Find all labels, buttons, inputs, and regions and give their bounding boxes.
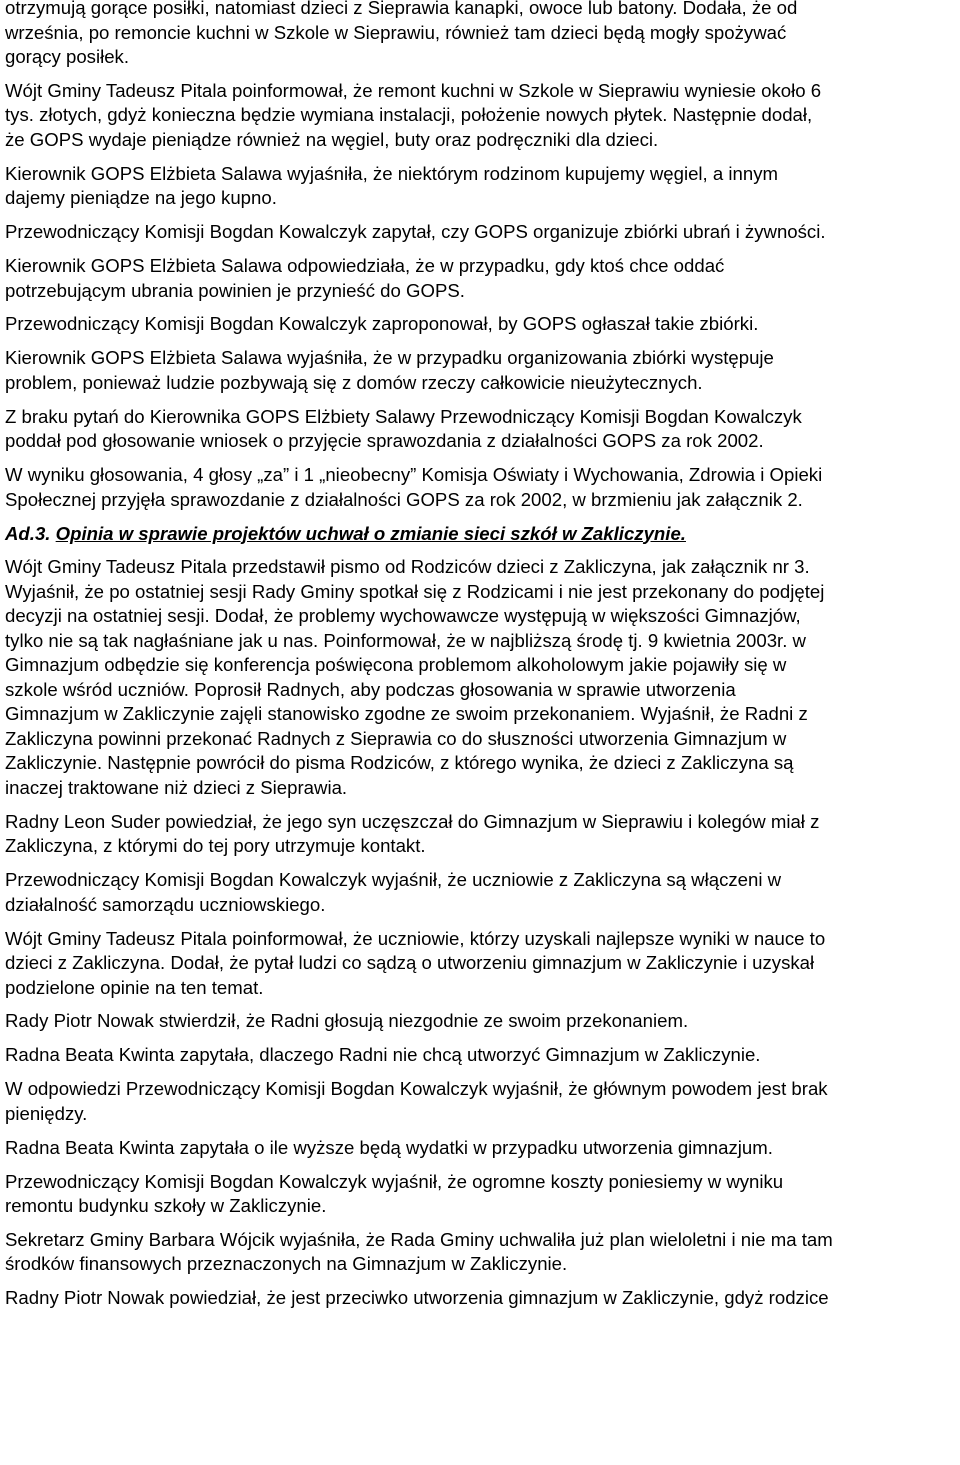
text-line: środków finansowych przeznaczonych na Gimnazjum w Zakliczynie. <box>5 1253 568 1275</box>
text-line: podzielone opinie na ten temat. <box>5 976 264 998</box>
text-line: problem, ponieważ ludzie pozbywają się z domów rzeczy całkowicie nieużytecznych. <box>5 371 703 393</box>
paragraph <box>5 810 960 859</box>
paragraph <box>5 79 960 153</box>
text-line: Sekretarz Gminy Barbara Wójcik wyjaśniła, że Rada Gminy uchwaliła już plan wieloletni i nie ma tam <box>5 1228 833 1250</box>
paragraph <box>5 220 960 245</box>
section-title: Opinia w sprawie projektów uchwał o zmianie sieci szkół w Zakliczynie. <box>55 522 686 544</box>
paragraphs-after-heading <box>5 555 960 1310</box>
text-line: tys. złotych, gdyż konieczna będzie wymiana instalacji, położenie nowych płytek. Następnie dodał, <box>5 104 813 126</box>
text-line: Przewodniczący Komisji Bogdan Kowalczyk zaproponował, by GOPS ogłaszał takie zbiórki. <box>5 313 759 335</box>
paragraph <box>5 254 960 303</box>
section-number: Ad.3. <box>5 522 51 544</box>
text-line: Społecznej przyjęła sprawozdanie z działalności GOPS za rok 2002, w brzmieniu jak załącznik 2. <box>5 488 803 510</box>
paragraph <box>5 555 960 800</box>
text-line: szkole wśród uczniów. Poprosił Radnych, aby podczas głosowania w sprawie utworzenia <box>5 678 736 700</box>
paragraph <box>5 405 960 454</box>
paragraph <box>5 927 960 1001</box>
paragraphs-before-heading <box>5 0 960 512</box>
paragraph <box>5 1228 960 1277</box>
paragraph <box>5 162 960 211</box>
text-line: W odpowiedzi Przewodniczący Komisji Bogdan Kowalczyk wyjaśnił, że głównym powodem jest brak <box>5 1078 828 1100</box>
paragraph <box>5 1077 960 1126</box>
text-line: Przewodniczący Komisji Bogdan Kowalczyk wyjaśnił, że ogromne koszty poniesiemy w wyniku <box>5 1170 784 1192</box>
text-line: Kierownik GOPS Elżbieta Salawa wyjaśniła, że w przypadku organizowania zbiórki występuje <box>5 347 774 369</box>
text-line: dzieci z Zakliczyna. Dodał, że pytał ludzi co sądzą o utworzeniu gimnazjum w Zakliczynie i uzyskał <box>5 952 815 974</box>
text-line: Radny Piotr Nowak powiedział, że jest przeciwko utworzenia gimnazjum w Zakliczynie, gdyż rodzice <box>5 1287 829 1309</box>
text-line: gorący posiłek. <box>5 46 130 67</box>
text-line: Radna Beata Kwinta zapytała, dlaczego Radni nie chcą utworzyć Gimnazjum w Zakliczynie. <box>5 1044 761 1066</box>
paragraph <box>5 1136 960 1161</box>
text-line: remontu budynku szkoły w Zakliczynie. <box>5 1195 327 1217</box>
text-line: Rady Piotr Nowak stwierdził, że Radni głosują niezgodnie ze swoim przekonaniem. <box>5 1010 689 1032</box>
paragraph <box>5 868 960 917</box>
text-line: pieniędzy. <box>5 1102 88 1124</box>
text-line: działalność samorządu uczniowskiego. <box>5 893 326 915</box>
text-line: potrzebującym ubrania powinien je przynieść do GOPS. <box>5 279 465 301</box>
text-line: Gimnazjum w Zakliczynie zajęli stanowisko zgodne ze swoim przekonaniem. Wyjaśnił, że Radni z <box>5 703 808 725</box>
text-line: Przewodniczący Komisji Bogdan Kowalczyk wyjaśnił, że uczniowie z Zakliczyna są włączeni w <box>5 869 782 891</box>
text-line: Kierownik GOPS Elżbieta Salawa odpowiedziała, że w przypadku, gdy ktoś chce oddać <box>5 255 725 277</box>
text-line: Zakliczyna powinni przekonać Radnych z Sieprawia co do słuszności utworzenia Gimnazjum w <box>5 727 787 749</box>
text-line: Kierownik GOPS Elżbieta Salawa wyjaśniła, że niektórym rodzinom kupujemy węgiel, a innym <box>5 162 778 184</box>
text-line: decyzji na ostatniej sesji. Dodał, że problemy wychowawcze występują w większości Gimnazjów, <box>5 605 801 627</box>
section-heading <box>5 522 960 547</box>
text-line: Radny Leon Suder powiedział, że jego syn uczęszczał do Gimnazjum w Sieprawiu i kolegów miał z <box>5 810 820 832</box>
text-line: Wójt Gminy Tadeusz Pitala poinformował, że uczniowie, którzy uzyskali najlepsze wyniki w nauce to <box>5 927 826 949</box>
text-line: poddał pod głosowanie wniosek o przyjęcie sprawozdania z działalności GOPS za rok 2002. <box>5 430 764 452</box>
text-line: Wójt Gminy Tadeusz Pitala poinformował, że remont kuchni w Szkole w Sieprawiu wyniesie około 6 <box>5 79 822 101</box>
text-line: tylko nie są tak nagłaśniane jak u nas. Poinformował, że w najbliższą środę tj. 9 kwietnia 2003r. w <box>5 629 806 651</box>
paragraph <box>5 346 960 395</box>
paragraph <box>5 1170 960 1219</box>
text-line: dajemy pieniądze na jego kupno. <box>5 187 277 209</box>
text-line: Z braku pytań do Kierownika GOPS Elżbiety Salawy Przewodniczący Komisji Bogdan Kowalczyk <box>5 405 802 427</box>
text-line: Gimnazjum odbędzie się konferencja poświęcona problemom alkoholowym jakie pojawiły się w <box>5 654 787 676</box>
text-line: Radna Beata Kwinta zapytała o ile wyższe będą wydatki w przypadku utworzenia gimnazjum. <box>5 1136 773 1158</box>
paragraph <box>5 1043 960 1068</box>
text-line: Przewodniczący Komisji Bogdan Kowalczyk zapytał, czy GOPS organizuje zbiórki ubrań i żywności. <box>5 221 826 243</box>
text-line: września, po remoncie kuchni w Szkole w Sieprawiu, również tam dzieci będą mogły spożywać <box>5 21 787 43</box>
paragraph <box>5 0 960 70</box>
text-line: Zakliczynie. Następnie powrócił do pisma Rodziców, z którego wynika, że dzieci z Zakliczyna są <box>5 752 794 774</box>
paragraph <box>5 1009 960 1034</box>
text-line: Wójt Gminy Tadeusz Pitala przedstawił pismo od Rodziców dzieci z Zakliczyna, jak załącznik nr 3. <box>5 556 810 578</box>
text-line: W wyniku głosowania, 4 głosy „za” i 1 „nieobecny” Komisja Oświaty i Wychowania, Zdrowia i Opieki <box>5 464 823 486</box>
text-line: że GOPS wydaje pieniądze również na węgiel, buty oraz podręczniki dla dzieci. <box>5 128 659 150</box>
paragraph <box>5 1286 960 1311</box>
text-line: Wyjaśnił, że po ostatniej sesji Rady Gminy spotkał się z Rodzicami i nie jest przekonany do podjętej <box>5 580 825 602</box>
paragraph <box>5 463 960 512</box>
paragraph <box>5 312 960 337</box>
text-line: inaczej traktowane niż dzieci z Sieprawia. <box>5 776 348 798</box>
text-line: Zakliczyna, z którymi do tej pory utrzymuje kontakt. <box>5 835 426 857</box>
text-line: otrzymują gorące posiłki, natomiast dzieci z Sieprawia kanapki, owoce lub batony. Dodała, że od <box>5 0 798 18</box>
